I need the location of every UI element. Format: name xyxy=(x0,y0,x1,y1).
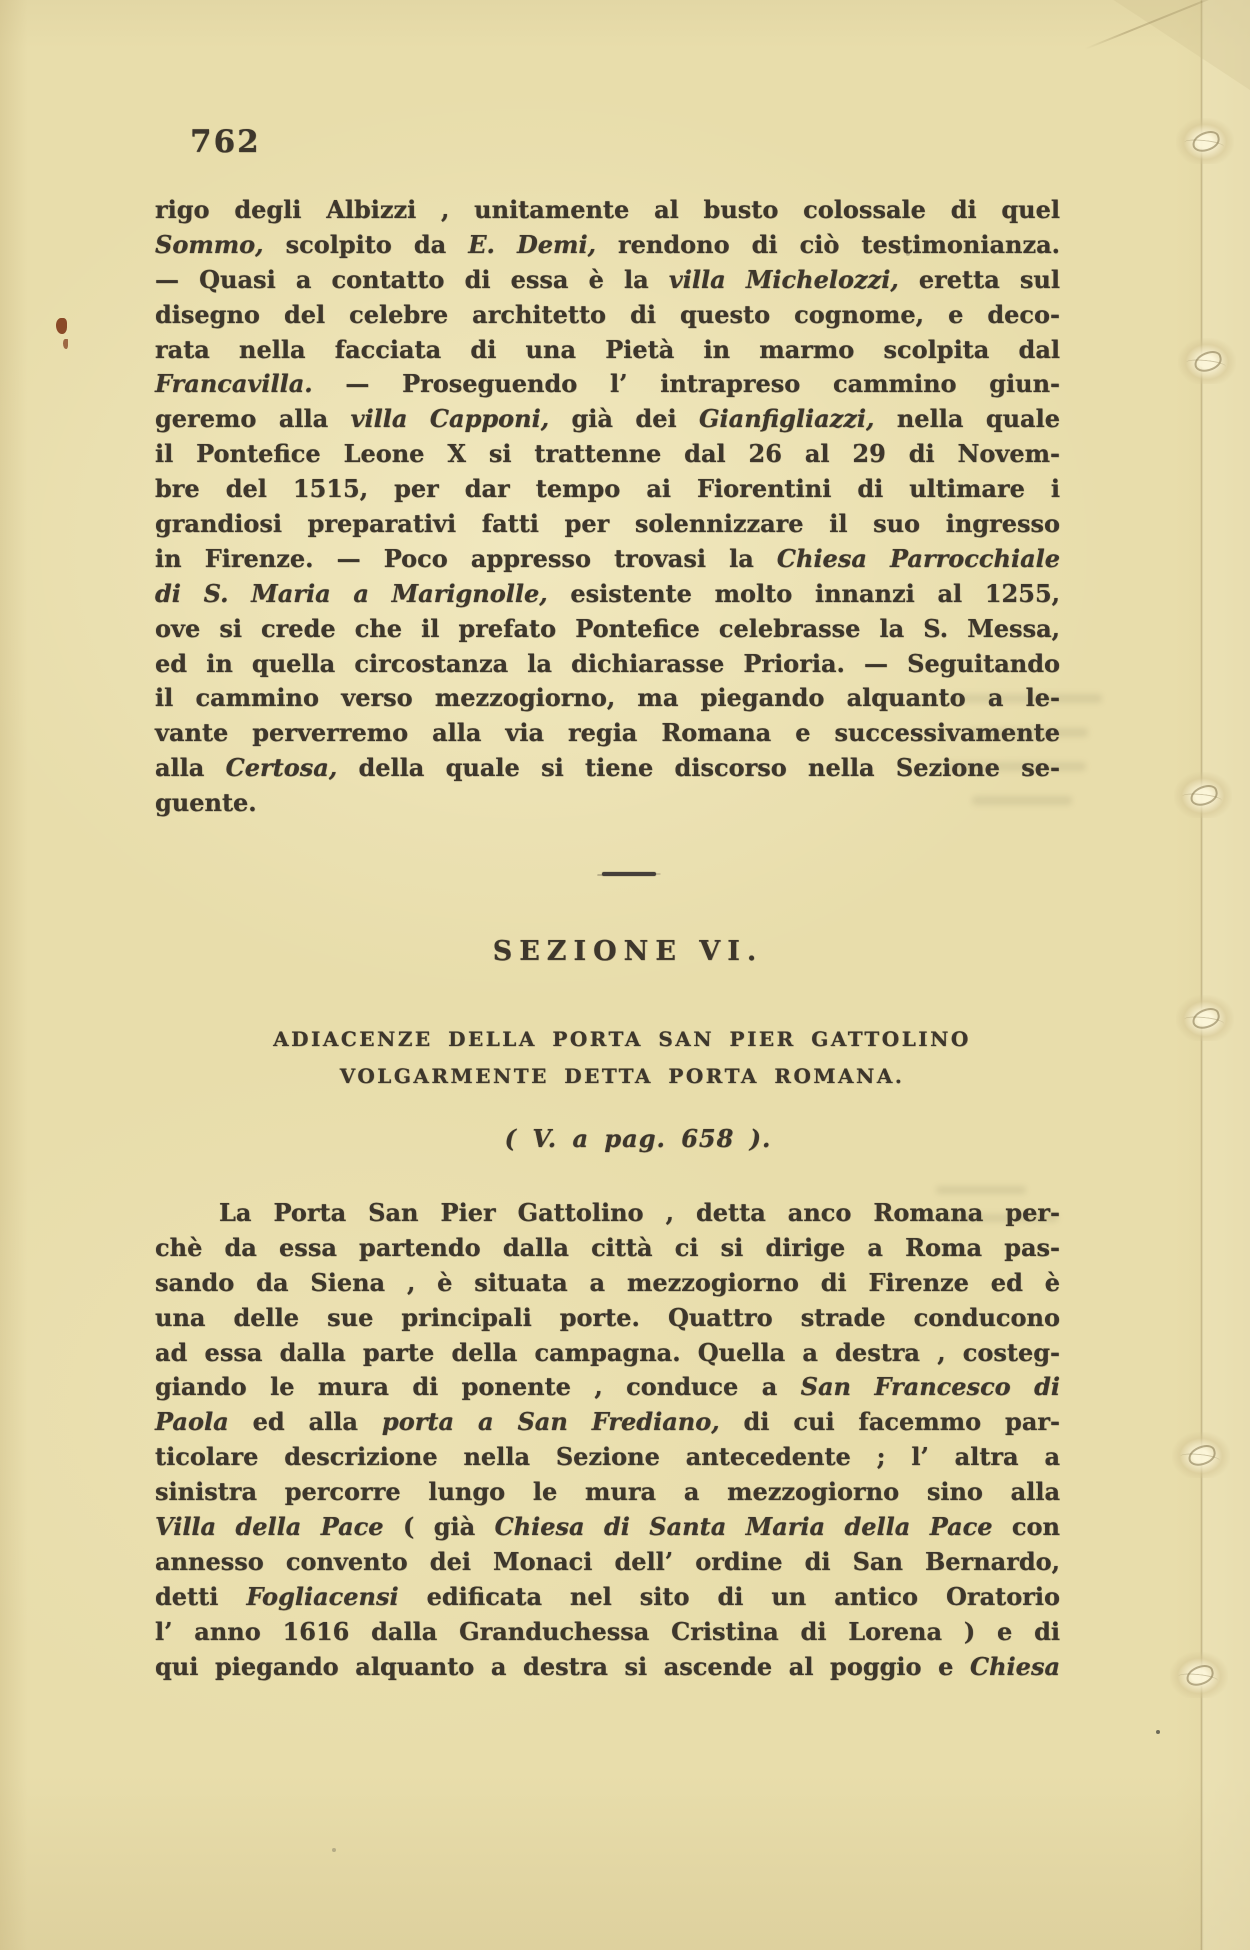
text-line: ove si crede che il prefato Pontefice celebrasse la S. Messa, xyxy=(155,613,1060,643)
section-heading: SEZIONE VI. xyxy=(492,936,764,967)
text-line: sinistra percorre lungo le mura a mezzogiorno sino alla xyxy=(155,1477,1060,1507)
text-line: La Porta San Pier Gattolino , detta anco Romana per- xyxy=(219,1198,1060,1227)
text-line: sando da Siena , è situata a mezzogiorno di Firenze ed è xyxy=(155,1267,1060,1297)
stitch-knot xyxy=(1178,338,1236,384)
stitch-knot xyxy=(1176,118,1234,164)
text-line: di S. Maria a Marignolle, esistente molto innanzi al 1255, xyxy=(155,578,1061,608)
section-page-reference: ( V. a pag. 658 ). xyxy=(504,1124,772,1153)
text-line: Villa della Pace ( già Chiesa di Santa Maria della Pace con xyxy=(155,1512,1060,1542)
text-line: qui piegando alquanto a destra si ascende al poggio e Chiesa xyxy=(155,1651,1060,1681)
text-line: detti Fogliacensi edificata nel sito di un antico Oratorio xyxy=(155,1581,1060,1611)
text-line: rata nella facciata di una Pietà in marmo scolpita dal xyxy=(155,334,1060,364)
bleedthrough-mark xyxy=(936,1186,1026,1194)
text-line: una delle sue principali porte. Quattro strade conducono xyxy=(155,1302,1060,1332)
text-line: Sommo, scolpito da E. Demi, rendono di ciò testimonianza. xyxy=(155,229,1061,259)
stitch-knot xyxy=(1174,772,1232,818)
text-line: giando le mura di ponente , conduce a San Francesco di xyxy=(155,1372,1060,1402)
text-line: chè da essa partendo dalla città ci si dirige a Roma pas- xyxy=(155,1232,1060,1262)
text-line: il cammino verso mezzogiorno, ma piegando alquanto a le- xyxy=(155,683,1060,713)
text-line: ad essa dalla parte della campagna. Quella a destra , costeg- xyxy=(155,1337,1060,1367)
text-line: ed in quella circostanza la dichiarasse Prioria. — Seguitando xyxy=(155,648,1060,678)
section-divider-rule xyxy=(602,872,656,876)
section-subtitle-line-2: VOLGARMENTE DETTA PORTA ROMANA. xyxy=(339,1064,905,1088)
text-line: ticolare descrizione nella Sezione antecedente ; l’ altra a xyxy=(155,1442,1060,1472)
text-line: Francavilla. — Proseguendo l’ intrapreso cammino giun- xyxy=(155,369,1060,399)
text-line: il Pontefice Leone X si trattenne dal 26 al 29 di Novem- xyxy=(155,439,1060,469)
text-line: geremo alla villa Capponi, già dei Gianfigliazzi, nella quale xyxy=(155,404,1060,434)
stitch-knot xyxy=(1172,1432,1230,1478)
section-subtitle-line-1: ADIACENZE DELLA PORTA SAN PIER GATTOLINO xyxy=(273,1027,971,1051)
page-number: 762 xyxy=(190,124,261,160)
text-line: Paola ed alla porta a San Frediano, di cui facemmo par- xyxy=(155,1407,1060,1437)
text-line: guente. xyxy=(155,788,257,818)
text-line: in Firenze. — Poco appresso trovasi la Chiesa Parrocchiale xyxy=(155,543,1061,573)
text-line: rigo degli Albizzi , unitamente al busto colossale di quel xyxy=(155,195,1060,224)
paragraph-section-body xyxy=(155,1196,1060,1684)
stitch-knot xyxy=(1170,1652,1228,1698)
text-line: alla Certosa, della quale si tiene discorso nella Sezione se- xyxy=(155,753,1060,783)
paper-speck xyxy=(1156,1730,1160,1734)
paper-stain xyxy=(56,318,67,334)
text-line: bre del 1515, per dar tempo ai Fiorentini di ultimare i xyxy=(155,474,1060,504)
text-line: disegno del celebre architetto di questo cognome, e deco- xyxy=(155,299,1060,329)
text-line: annesso convento dei Monaci dell’ ordine di San Bernardo, xyxy=(155,1546,1060,1576)
text-line: grandiosi preparativi fatti per solennizzare il suo ingresso xyxy=(155,509,1060,539)
text-line: l’ anno 1616 dalla Granduchessa Cristina di Lorena ) e di xyxy=(155,1616,1060,1646)
text-line: vante perverremo alla via regia Romana e successivamente xyxy=(155,718,1060,748)
text-line: — Quasi a contatto di essa è la villa Michelozzi, eretta sul xyxy=(155,264,1060,294)
paragraph-continuation xyxy=(155,193,1060,821)
paper-speck xyxy=(332,1848,336,1852)
